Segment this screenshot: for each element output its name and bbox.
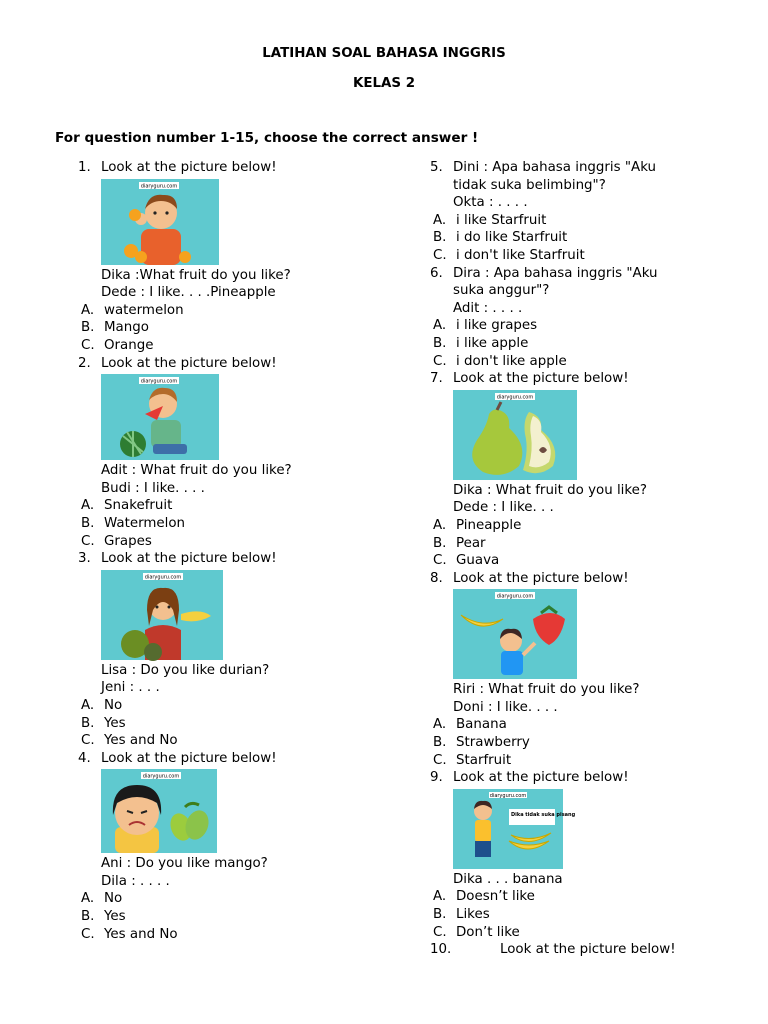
boy-banana-strawberry-image [453,589,577,679]
question-5 [430,159,760,265]
option-b[interactable]: B. Likes [433,907,490,923]
question-number: 8. [430,570,443,586]
svg-text:diaryguru.com: diaryguru.com [496,394,534,401]
question-2-picture [101,374,408,460]
boy-eating-orange-image [101,179,219,265]
question-8 [430,570,760,770]
question-6 [430,265,760,371]
option-a[interactable]: A. Pineapple [433,517,522,533]
dialogue-line: Adit : . . . . [453,300,523,316]
instruction: For question number 1-15, choose the correct answer ! [55,130,479,146]
question-number: 4. [78,750,91,766]
question-3 [78,550,408,750]
picture-caption: Dika tidak suka pisang [511,811,576,818]
option-b[interactable]: B. Strawberry [433,735,530,751]
question-4 [78,750,408,944]
svg-text:diaryguru.com: diaryguru.com [496,593,534,600]
right-column [430,159,760,959]
option-a[interactable]: A. No [81,697,123,713]
question-3-picture [101,570,408,660]
option-b[interactable]: B. Mango [81,320,149,336]
page-title: LATIHAN SOAL BAHASA INGGRIS [262,46,506,61]
dialogue-line: Dede : I like. . . [453,500,554,516]
question-number: 1. [78,160,91,175]
svg-text:diaryguru.com: diaryguru.com [140,378,178,385]
dialogue-line: Dika : What fruit do you like? [453,482,648,498]
option-c[interactable]: C. i don't like Starfruit [433,247,585,263]
question-1 [78,159,408,355]
question-prompt: Look at the picture below! [453,770,629,786]
dialogue-line: Doni : I like. . . . [453,699,558,715]
option-a[interactable]: A. watermelon [81,302,184,318]
option-b[interactable]: B. i like apple [433,335,529,351]
question-7 [430,370,760,570]
question-number: 9. [430,770,443,786]
dialogue-line: Dika :What fruit do you like? [101,267,291,283]
option-c[interactable]: C. Don’t like [433,924,520,940]
option-c[interactable]: C. Yes and No [81,926,178,942]
dialogue-line: Jeni : . . . [101,680,160,696]
question-prompt: Look at the picture below! [453,570,629,586]
page-subtitle: KELAS 2 [352,76,416,91]
option-b[interactable]: B. Yes [81,909,126,925]
question-number: 10. [430,942,452,958]
dialogue-line: Dila : . . . . [101,873,170,889]
svg-text:diaryguru.com: diaryguru.com [144,574,182,581]
question-4-picture [101,769,408,853]
question-prompt: Look at the picture below! [101,355,277,371]
question-prompt-cont: suka anggur"? [453,283,550,299]
option-b[interactable]: B. Yes [81,715,126,731]
question-prompt-cont: tidak suka belimbing"? [453,177,606,193]
option-a[interactable]: A. i like Starfruit [433,212,547,228]
question-9 [430,769,760,941]
option-a[interactable]: A. Banana [433,717,507,733]
option-b[interactable]: B. Pear [433,535,486,551]
question-2 [78,355,408,551]
option-a[interactable]: A. Snakefruit [81,498,173,514]
dialogue-line: Ani : Do you like mango? [101,856,268,872]
boy-eating-watermelon-image [101,374,219,460]
question-prompt: Look at the picture below! [101,160,277,175]
question-prompt: Look at the picture below! [101,750,277,766]
question-number: 6. [430,265,443,281]
dialogue-line: Dede : I like. . . .Pineapple [101,285,276,301]
option-c[interactable]: C. Yes and No [81,733,178,749]
option-c[interactable]: C. Orange [81,337,154,353]
question-10 [430,941,760,959]
option-b[interactable]: B. Watermelon [81,515,186,531]
dialogue-line: Lisa : Do you like durian? [101,662,270,678]
option-c[interactable]: C. Grapes [81,533,152,549]
question-prompt: Look at the picture below! [500,942,676,958]
option-c[interactable]: C. i don't like apple [433,353,567,369]
question-7-picture [453,390,760,480]
question-number: 5. [430,160,443,175]
svg-text:diaryguru.com: diaryguru.com [142,773,180,780]
question-number: 7. [430,371,443,387]
question-prompt: Look at the picture below! [453,371,629,387]
dialogue-line: Adit : What fruit do you like? [101,463,292,479]
question-1-picture [101,179,408,265]
pear-image [453,390,577,480]
option-c[interactable]: C. Guava [433,553,500,569]
option-c[interactable]: C. Starfruit [433,752,512,768]
dialogue-line: Dika . . . banana [453,871,563,887]
question-number: 2. [78,355,91,371]
question-9-picture [453,789,760,869]
watermark: diaryguru.com [140,183,178,190]
dialogue-line: Riri : What fruit do you like? [453,682,640,698]
question-prompt: Dini : Apa bahasa inggris "Aku [453,160,657,175]
girl-with-durian-image [101,570,223,660]
svg-text:diaryguru.com: diaryguru.com [489,792,527,799]
dialogue-line: Okta : . . . . [453,195,528,211]
question-prompt: Dira : Apa bahasa inggris "Aku [453,265,658,281]
dialogue-line: Budi : I like. . . . [101,480,205,496]
option-b[interactable]: B. i do like Starfruit [433,230,568,246]
girl-disgusted-mango-image [101,769,217,853]
boy-dislikes-banana-image [453,789,576,869]
question-8-picture [453,589,760,679]
option-a[interactable]: A. i like grapes [433,318,538,334]
option-a[interactable]: A. Doesn’t like [433,889,535,905]
question-prompt: Look at the picture below! [101,551,277,567]
left-column [78,159,408,943]
option-a[interactable]: A. No [81,891,123,907]
question-number: 3. [78,551,91,567]
